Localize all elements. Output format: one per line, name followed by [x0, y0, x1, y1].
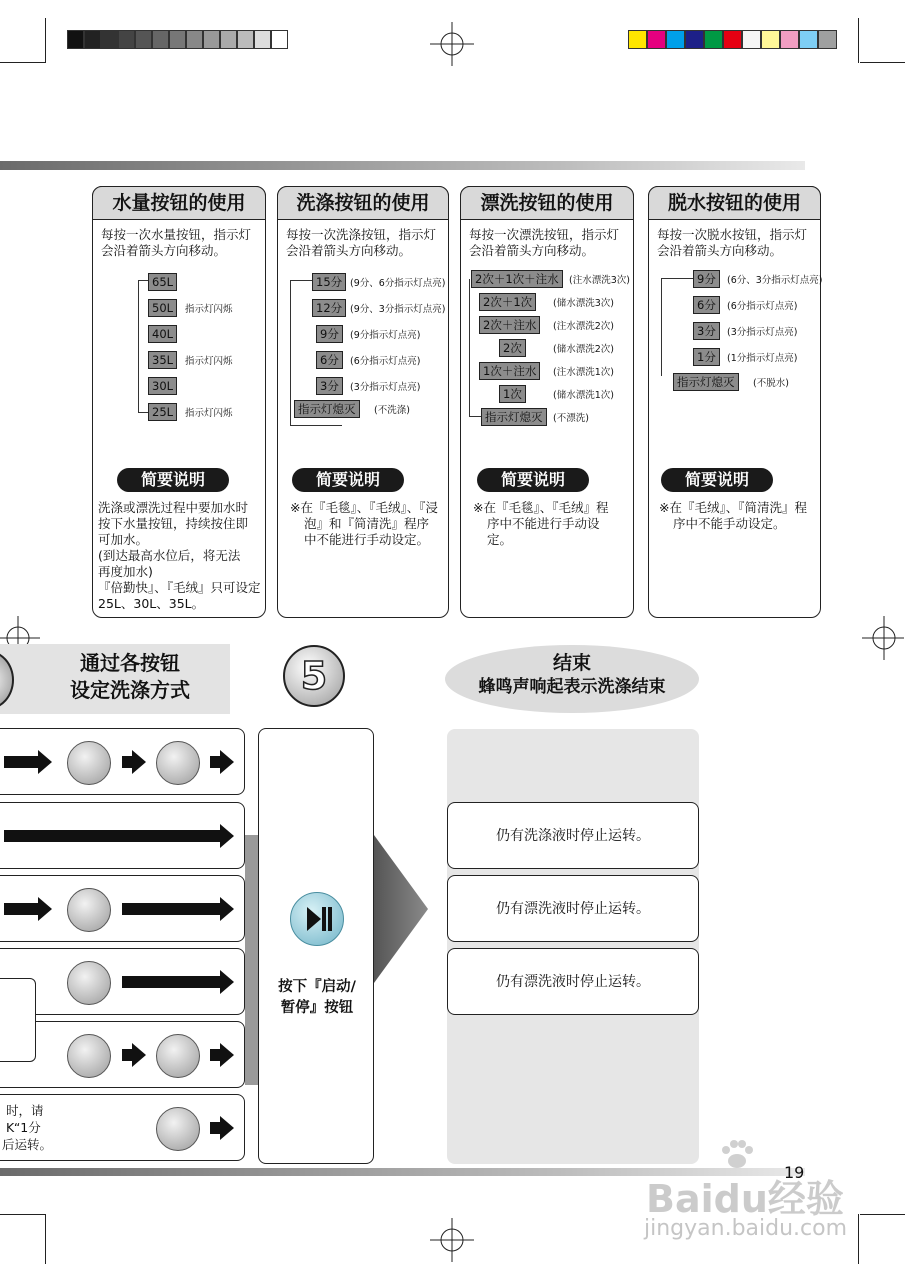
gray-swatch [67, 30, 84, 49]
result-box: 仍有漂洗液时停止运转。 [447, 875, 699, 942]
level-note: (注水漂洗2次) [553, 321, 614, 332]
arrow [122, 903, 222, 915]
level-chip: 50L [148, 299, 177, 317]
level-chip: 40L [148, 325, 177, 343]
level-note: 指示灯闪烁 [185, 356, 233, 367]
end-title: 结束 [552, 652, 591, 674]
color-swatch [685, 30, 704, 49]
level-chip: 12分 [312, 299, 346, 317]
level-note: (3分指示灯点亮) [350, 382, 421, 393]
color-swatch [761, 30, 780, 49]
gray-swatch [220, 30, 237, 49]
watermark-brand: Baidu经验 [646, 1177, 844, 1221]
level-note: (储水漂洗2次) [553, 344, 614, 355]
summary-text: ※在『毛毯』、『毛绒』、『浸 泡』和『简清洗』程序 中不能进行手动设定。 [290, 500, 438, 547]
panel-description: 每按一次漂洗按钮，指示灯会沿着箭头方向移动。 [469, 227, 620, 258]
arrow-head [132, 750, 146, 774]
partial-note: 时，请 K“1分 后运转。 [2, 1103, 53, 1152]
panel-spin [648, 186, 821, 618]
color-swatch [666, 30, 685, 49]
crop-mark [860, 1214, 905, 1215]
level-note: 指示灯闪烁 [185, 408, 233, 419]
level-chip: 指示灯熄灭 [481, 408, 547, 426]
level-chip: 30L [148, 377, 177, 395]
color-swatch [818, 30, 837, 49]
paw-icon [720, 1140, 754, 1170]
summary-text: ※在『毛毯』、『毛绒』程 序中不能进行手动设 定。 [473, 500, 609, 547]
level-chip: 6分 [693, 296, 720, 314]
color-swatch [799, 30, 818, 49]
gray-swatch [101, 30, 118, 49]
level-note: (9分指示灯点亮) [350, 330, 421, 341]
level-chip: 6分 [316, 351, 343, 369]
gray-swatch [169, 30, 186, 49]
level-chip: 1次 [499, 385, 526, 403]
gray-swatch [237, 30, 254, 49]
level-chip: 9分 [693, 270, 720, 288]
panel-description: 每按一次洗涤按钮，指示灯会沿着箭头方向移动。 [286, 227, 437, 258]
panel-water-level [92, 186, 266, 618]
panel-description: 每按一次水量按钮，指示灯会沿着箭头方向移动。 [101, 227, 252, 258]
arrow-head [220, 824, 234, 848]
wash-icon [67, 961, 111, 1005]
level-chip: 2次＋注水 [479, 316, 540, 334]
result-box: 仍有洗涤液时停止运转。 [447, 802, 699, 869]
rinse-icon [156, 741, 200, 785]
arrow-head [220, 897, 234, 921]
level-chip: 指示灯熄灭 [673, 373, 739, 391]
header-rule [0, 161, 805, 170]
arrow-head [132, 1043, 146, 1067]
flow-arrow [374, 835, 430, 983]
level-note: (1分指示灯点亮) [727, 353, 798, 364]
crop-mark [0, 62, 45, 63]
panel-title: 水量按钮的使用 [92, 186, 266, 220]
level-note: (6分指示灯点亮) [727, 301, 798, 312]
level-chip: 25L [148, 403, 177, 421]
color-swatch [704, 30, 723, 49]
wash-icon [67, 741, 111, 785]
arrow-head [220, 970, 234, 994]
registration-mark-top [430, 22, 474, 66]
panel-description: 每按一次脱水按钮，指示灯会沿着箭头方向移动。 [657, 227, 808, 258]
step4-header [0, 644, 230, 714]
gray-swatch [203, 30, 220, 49]
color-swatch [780, 30, 799, 49]
level-chip: 15分 [312, 273, 346, 291]
level-note: (6分、3分指示灯点亮) [727, 275, 823, 286]
end-subtitle: 蜂鸣声响起表示洗涤结束 [478, 677, 666, 697]
level-note: 指示灯闪烁 [185, 304, 233, 315]
crop-mark [858, 1214, 859, 1264]
level-chip: 2次 [499, 339, 526, 357]
step5-number: 5 [300, 654, 328, 698]
level-chip: 3分 [693, 322, 720, 340]
watermark-url: jingyan.baidu.com [644, 1216, 848, 1241]
summary-badge: 简要说明 [292, 468, 404, 492]
summary-text: 洗涤或漂洗过程中要加水时 按下水量按钮，持续按住即 可加水。 (到达最高水位后，将无法 再度加水) 『倍勤快』、『毛绒』只可设定 25L、30L、35L。 [98, 500, 261, 611]
level-chip: 35L [148, 351, 177, 369]
level-note: (不漂洗) [553, 413, 589, 424]
play-pause-icon[interactable] [290, 892, 344, 946]
wash-icon [67, 888, 111, 932]
level-chip: 9分 [316, 325, 343, 343]
wash-icon [67, 1034, 111, 1078]
level-chip: 65L [148, 273, 177, 291]
color-swatch [723, 30, 742, 49]
start-pause-label: 按下『启动/ 暂停』按钮 [278, 979, 356, 1016]
summary-badge: 简要说明 [477, 468, 589, 492]
summary-text: ※在『毛绒』、『简清洗』程 序中不能手动设定。 [659, 500, 807, 531]
registration-mark-bottom [430, 1218, 474, 1262]
rinse-icon [156, 1034, 200, 1078]
arrow [122, 976, 222, 988]
level-note: (注水漂洗1次) [553, 367, 614, 378]
level-chip: 1分 [693, 348, 720, 366]
level-chip: 2次＋1次 [479, 293, 536, 311]
panel-title: 漂洗按钮的使用 [460, 186, 634, 220]
level-note: (9分、3分指示灯点亮) [350, 304, 446, 315]
level-note: (储水漂洗1次) [553, 390, 614, 401]
level-note: (6分指示灯点亮) [350, 356, 421, 367]
gray-swatch [84, 30, 101, 49]
level-chip: 指示灯熄灭 [294, 400, 360, 418]
crop-mark [860, 62, 905, 63]
level-note: (储水漂洗3次) [553, 298, 614, 309]
result-box: 仍有漂洗液时停止运转。 [447, 948, 699, 1015]
arrow-head [38, 750, 52, 774]
arrow [4, 903, 40, 915]
step4-title: 通过各按钮 设定洗涤方式 [70, 651, 190, 702]
start-pause-box [258, 728, 374, 1164]
arrow-head [220, 1116, 234, 1140]
level-note: (注水漂洗3次) [569, 275, 630, 286]
page-number: 19 [784, 1163, 805, 1182]
arrow-head [38, 897, 52, 921]
level-chip: 2次＋1次＋注水 [471, 270, 563, 288]
panel-title: 脱水按钮的使用 [648, 186, 821, 220]
gray-swatch [152, 30, 169, 49]
level-chip: 1次＋注水 [479, 362, 540, 380]
crop-mark [45, 18, 46, 63]
summary-badge: 简要说明 [117, 468, 229, 492]
level-note: (不脱水) [753, 378, 789, 389]
gray-swatch [118, 30, 135, 49]
arrow [4, 756, 40, 768]
color-swatch [647, 30, 666, 49]
level-chip: 3分 [316, 377, 343, 395]
summary-badge: 简要说明 [661, 468, 773, 492]
arrow [4, 830, 222, 842]
gray-swatch [254, 30, 271, 49]
gray-swatch [186, 30, 203, 49]
arrow-head [220, 1043, 234, 1067]
panel-rinse [460, 186, 634, 618]
gray-swatch [271, 30, 288, 49]
crop-mark [858, 18, 859, 63]
panel-wash [277, 186, 449, 618]
level-note: (不洗涤) [374, 405, 410, 416]
color-swatch [628, 30, 647, 49]
registration-mark-right [862, 616, 904, 660]
end-banner [445, 645, 699, 713]
rinse-icon [156, 1107, 200, 1151]
level-note: (3分指示灯点亮) [727, 327, 798, 338]
arrow-head [220, 750, 234, 774]
crop-mark [45, 1214, 46, 1264]
step5-circle [283, 645, 345, 707]
results-area [447, 729, 699, 1164]
level-note: (9分、6分指示灯点亮) [350, 278, 446, 289]
step4-circle [0, 650, 14, 710]
color-swatch [742, 30, 761, 49]
gray-swatch [135, 30, 152, 49]
panel-title: 洗涤按钮的使用 [277, 186, 449, 220]
crop-mark [0, 1214, 45, 1215]
